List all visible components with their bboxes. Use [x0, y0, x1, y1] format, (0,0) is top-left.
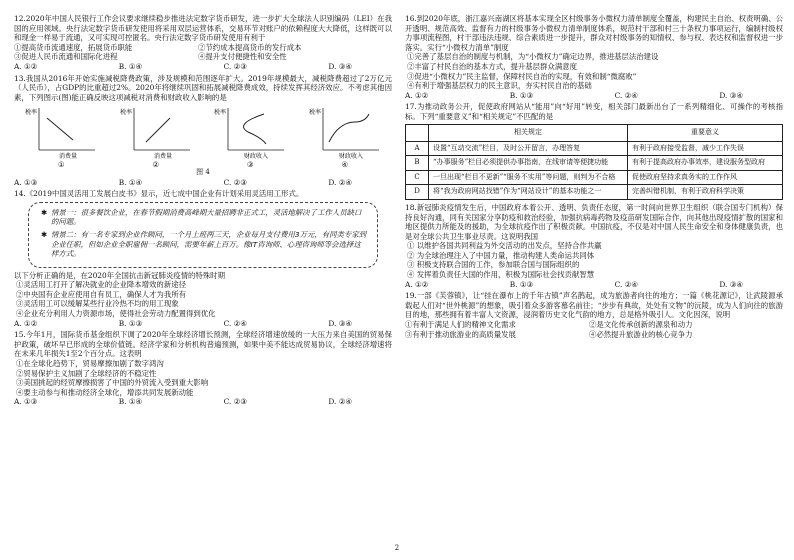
left-column: [14, 14, 392, 409]
row-meaning: 完善纠错机制，有利于政府科学决策: [628, 185, 783, 200]
statement: ②是文化传承创新的源泉和动力: [589, 320, 693, 330]
question-14: [14, 189, 392, 328]
statement: ④ 发挥着负责任大国的作用，积极为国际社会找贡献智慧: [407, 270, 595, 280]
statement: ③ 积极支持联合国的工作，参加联合国与国际组织的: [407, 260, 580, 270]
option: D. ③④: [328, 61, 352, 71]
statement: ③促进“小微权力”民主监督，保障村民自治的实现，有效和制“微腐败”: [407, 71, 637, 81]
statement-list: [14, 43, 392, 62]
row-rule: “办事服务”栏目必须提供办事指南，在线审请等便捷功能: [429, 156, 628, 171]
statement: ①有利于满足人们的精神文化需求: [405, 320, 516, 330]
option: D. ②④: [328, 177, 352, 187]
graph-1-ylabel: 税率: [25, 109, 38, 117]
table-header-row: [406, 124, 783, 141]
question-stem: 14.《2019中国灵活用工发展白皮书》显示，近七成中国企业有计划采用灵活用工形式。: [14, 189, 304, 199]
question-stem: 15.今年1月，国际货币基金组织下调了2020年全球经济增长预测，全球经济增速放缓的一大压力来自美国的贸易保护政策，破坏早已形成的全球价值链。经济学家和分析机构普遍预测，如果中美不能达成贸易协议，全球经济增速将在未来几年损失1至2个百分点。这表明: [14, 330, 392, 359]
question-13: [14, 74, 392, 188]
question-stem: 17.为推动政务公开，促使政府网站从“能用”向“好用”转变，相关部门最新出台了一系列精细化、可操作的考核指标。下列“重要意义”和“相关规定”不匹配的是: [405, 102, 783, 121]
table-row: [406, 185, 783, 200]
option-list: [14, 62, 392, 72]
statement: ④企业充分利用人力资源市场，使得社会劳动力配置得到优化: [16, 309, 216, 319]
row-rule: 一旦出现“栏目不更新”“服务不实用”等问题，则判为不合格: [429, 170, 628, 185]
statement-list: [14, 359, 392, 397]
scenario-box: [28, 202, 378, 268]
graph-4: [306, 104, 384, 170]
question-17: [405, 102, 783, 200]
graph-4-plot: [307, 104, 383, 160]
right-column: [405, 14, 783, 341]
statement: ③灵活用工可以缓解某些行业冷热不均的用工现象: [16, 299, 179, 309]
scenario-item: [41, 208, 367, 227]
statement: ②贸易保护主义加剧了全球经济的不稳定性: [16, 368, 157, 378]
option: C. ②③: [223, 177, 247, 187]
option-list: [405, 280, 783, 290]
graph-1-xlabel: 消费量: [59, 153, 78, 161]
statement: ①提高货币流通速度，拓展货币职能: [14, 42, 133, 52]
question-19: [405, 291, 783, 339]
table-row: [406, 170, 783, 185]
statement-list: [405, 241, 783, 279]
statement: ③美国挑起的经贸摩擦损害了中国的外贸流入受到重大影响: [16, 378, 209, 388]
row-letter: B: [406, 156, 429, 171]
question-stem: 19.一部《芙蓉镇》，让“挂在瀑布上的千年古镇”声名鹊起，成为旅游者向往的地方；一篇《桃花源记》，让武陵源承载起人们对“世外桃源”的想象，吸引着众多游客慕名前往；“步步有典故，处处有文物”的沅陵，成为人们向往的旅游目的地，那些拥有着丰富人文资源，浸润着历史文化气韵的地方，总是格外吸引人。文化因深，说明: [405, 291, 783, 320]
statement: ③有利于推动旅游业的高质量发展: [405, 329, 516, 339]
graph-number: ③: [246, 160, 254, 170]
scenario-text: 情景二：有一名专家到企业作顾问，一个月上班两三天，企业每月支付费用3万元，有同类专家到企业任职，但如企业全职雇佣一名顾问，需要年薪上百万。像IT咨询师、心理咨询师等会选择这样方式。: [51, 229, 367, 259]
option: D. ③④: [719, 90, 743, 100]
graph-4-xlabel: 财政收入: [338, 153, 363, 161]
question-18: [405, 203, 783, 289]
statement: ②丰富了村民自治的基本方式，提升基层群众满意度: [407, 61, 577, 71]
option: B. ①③: [509, 279, 534, 289]
graph-1-plot: [23, 104, 99, 160]
option-list: [405, 91, 783, 101]
option: B. ①④: [118, 397, 143, 407]
question-prompt: 以下分析正确的是，在2020年全国抗击新冠肺炎疫情的特殊时期: [14, 270, 225, 280]
option: A. ①③: [14, 397, 38, 407]
option: C. ②④: [614, 279, 638, 289]
option: A. ①③: [14, 177, 38, 187]
option: A. ①②: [405, 90, 429, 100]
row-meaning: 有利于提高政府办事效率，建设服务型政府: [628, 156, 783, 171]
table-row: [406, 141, 783, 156]
option: B. ①③: [509, 90, 534, 100]
statement: ①在全球化趋势下，贸易摩擦加剧了数字鸿沟: [16, 359, 164, 369]
option: C. ②③: [223, 61, 247, 71]
statement: ③促进人民币流通和国际化进程: [14, 52, 118, 62]
question-16: [405, 14, 783, 100]
option-list: [14, 397, 392, 407]
statement: ②中央国有企业应使用自有员工，确保人才为我所有: [16, 289, 186, 299]
graph-4-ylabel: 税率: [308, 109, 321, 117]
page-number: 2: [394, 544, 400, 552]
option: C. ②④: [223, 318, 247, 328]
table-header: 重要意义: [628, 124, 783, 141]
row-letter: A: [406, 141, 429, 156]
option: B. ①④: [118, 177, 143, 187]
statement: ④有利于增强基层权力的民主意识，夯实村民自治的基础: [407, 81, 592, 91]
comparison-table: [405, 124, 783, 200]
graph-3-xlabel: 财政收入: [244, 153, 269, 161]
row-meaning: 有利于政府接受监督，减少工作失误: [628, 141, 783, 156]
statement: ④提升支付便捷性和安全性: [198, 52, 287, 62]
graph-3: [211, 104, 289, 170]
option: C. ②④: [614, 90, 638, 100]
statement-list: [405, 320, 783, 339]
question-stem: 13.我国从2016年开始实施减税降费政策，涉及规模和范围逐年扩大。2019年规模最大，减税降费超过了2万亿元（人民币），占GDP的比重超过2%。2020年将继续巩固和拓展减税降费成效，持续发挥其经济效应。不考虑其他因素，下列图示(图)能正确反映这项减税对消费和财政收入影响的是: [14, 73, 392, 102]
option: B. ①④: [118, 61, 143, 71]
statement: ② 为全球治理注入了中国力量，推动构建人类命运共同体: [407, 250, 595, 260]
scenario-text: 情景一：很多餐饮企业，在春节假期消费高峰期大量招聘非正式工，灵活地解决了工作人员缺口的问题。: [51, 207, 362, 227]
statement-list: [14, 280, 392, 318]
option: B. ①③: [118, 318, 143, 328]
graph-2: [117, 104, 195, 170]
question-12: [14, 14, 392, 72]
row-rule: 设置“互动交流”栏目，及时公开留言，办理答复: [429, 141, 628, 156]
option: A. ①②: [14, 61, 38, 71]
option-list: [14, 319, 392, 329]
graph-1: [22, 104, 100, 170]
question-stem: 18.新冠肺炎疫情发生后，中国政府本着公开、透明、负责任态度，第一时间向世界卫生组织（联合国专门机构）保持良好沟通，同有关国家分享防疫和救治经验，加强抗病毒药物及疫苗研发国际合作，向其他出现疫情扩散的国家和地区提供力所能及的援助，为全球抗疫作出了积极贡献。中国抗疫，不仅是对中国人民生命安全和身体健康负责，也是对全球公共卫生事业尽责。这说明我国: [405, 202, 783, 241]
row-letter: D: [406, 185, 429, 200]
statement: ②节约成本提高货币的发行成本: [198, 42, 302, 52]
graph-number: ①: [57, 160, 65, 170]
option-list: [14, 178, 392, 188]
graph-2-plot: [118, 104, 194, 160]
figure-label: 图 4: [196, 167, 210, 176]
star-bullet-icon: ✱: [41, 229, 48, 239]
question-15: [14, 330, 392, 407]
statement-list: [405, 52, 783, 90]
table-header: 相关规定: [429, 124, 628, 141]
graph-3-plot: [212, 104, 288, 160]
option: D. ③④: [328, 318, 352, 328]
graph-3-ylabel: 税率: [214, 109, 227, 117]
statement: ①完善了基层自治的制度与机制，为“小微权力”确定边界，推进基层法治建设: [407, 52, 659, 62]
row-meaning: 促使政府坚持求真务实的工作作风: [628, 170, 783, 185]
question-stem: 12.2020年中国人民银行工作会议要求继续稳步推进法定数字货币研发，进一步扩大全球法人识别编码（LEI）在我国的应用领域。央行法定数字货币研发使用将采用双层运营体系，交易环节对账户的依赖程度大大降低，这样既可以和现金一样易于流通，又可实现可控匿名。央行法定数字货币研发使用有利于: [14, 14, 392, 43]
row-letter: C: [406, 170, 429, 185]
graph-2-ylabel: 税率: [119, 109, 132, 117]
graph-row: [14, 104, 392, 170]
statement: ① 以维护各国共同利益为外交活动的出发点，坚持合作共赢: [407, 241, 602, 251]
table-row: [406, 156, 783, 171]
row-rule: 将“我为政府网站找错”作为“网站设计”的基本功能之一: [429, 185, 628, 200]
statement: ④必然提升旅游业的核心竞争力: [589, 329, 693, 339]
statement: ④要主动参与和推动经济全球化，增添共同发展新动能: [16, 387, 194, 397]
statement: ①灵活用工打开了解决就业的企业降本增效的新途径: [16, 280, 186, 290]
option: A. ①②: [14, 318, 38, 328]
option: C. ②③: [223, 397, 247, 407]
option: D. ②④: [328, 397, 352, 407]
star-bullet-icon: ✱: [41, 207, 48, 217]
scenario-item: [41, 230, 367, 259]
question-stem: 16.到2020年底，浙江嘉兴南湖区将基本实现全区村级事务小微权力清单制度全覆盖，构建民主自治、权责明确、公开透明、规范高效、监督有力的村级事务小微权力清单制度体系，规范村干部和村三十条权力事项运行，编制村级权力事项流程图，村干部违法违规、综合素质进一步提升，群众对村级事务的知情权、参与权、表达权和监督权进一步落实。实行“小微权力清单”制度: [405, 14, 783, 52]
graph-number: ④: [341, 160, 349, 170]
option: A. ①②: [405, 279, 429, 289]
table-header: [406, 124, 429, 141]
graph-number: ②: [152, 160, 160, 170]
graph-2-xlabel: 消费量: [153, 153, 172, 161]
option: D. ③④: [719, 279, 743, 289]
